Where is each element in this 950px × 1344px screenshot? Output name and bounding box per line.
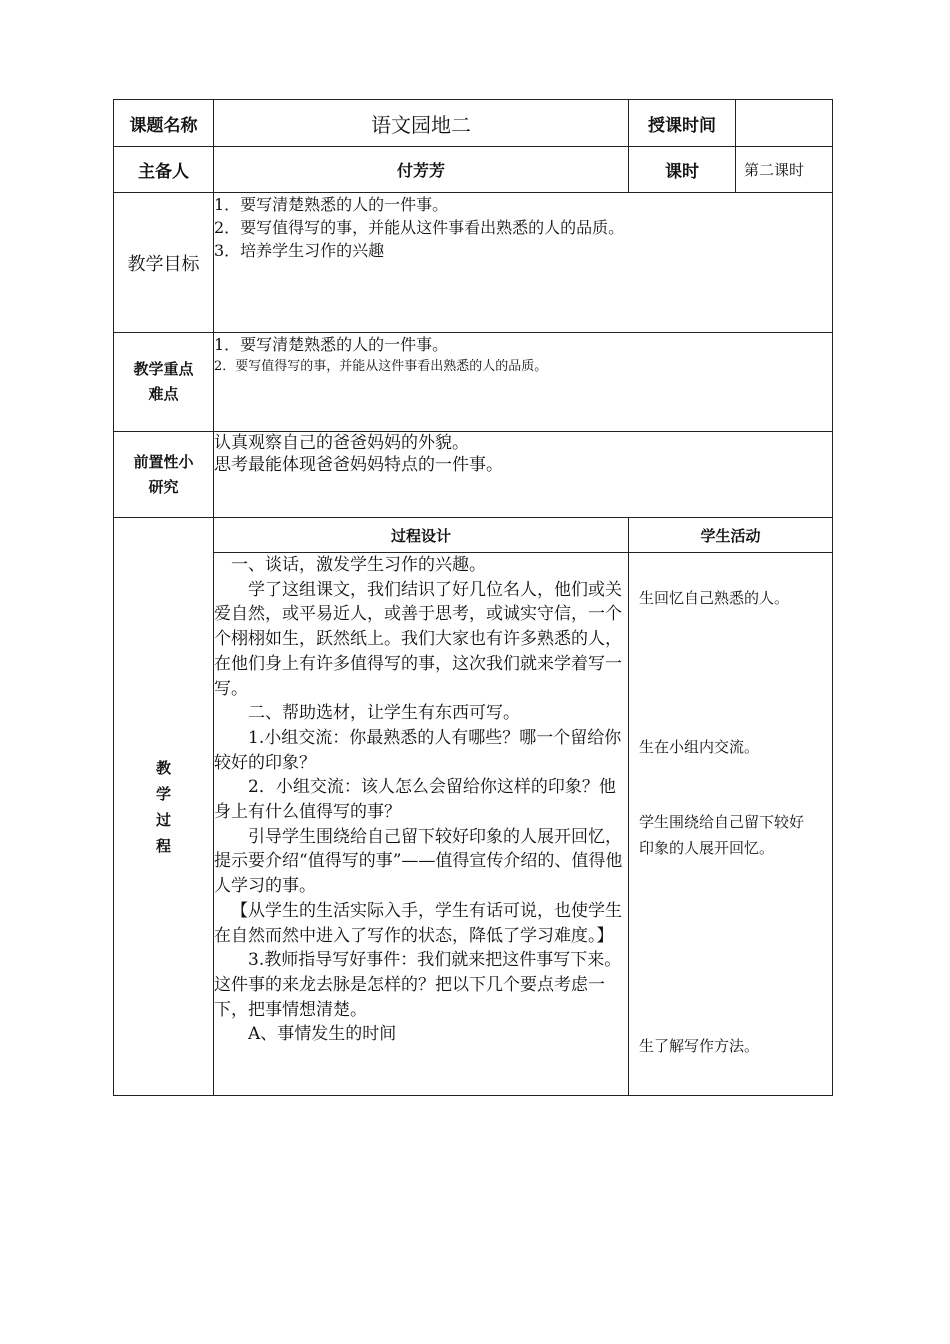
process-paragraph: 3.教师指导写好事件：我们就来把这件事写下来。这件事的来龙去脉是怎样的？把以下几个要点考虑一下，把事情想清楚。 [214, 950, 622, 1020]
period-value: 第二课时 [736, 147, 833, 193]
row-process-body [114, 553, 833, 1096]
activity-item: 生在小组内交流。 [639, 738, 760, 756]
process-paragraph: 1.小组交流：你最熟悉的人有哪些？哪一个留给你较好的印象？ [214, 727, 622, 773]
pre-study-line: 认真观察自己的爸爸妈妈的外貌。 [214, 433, 469, 453]
process-paragraph: 一、谈话，激发学生习作的兴趣。 [231, 555, 486, 575]
label-goals: 教学目标 [114, 193, 214, 333]
process-design-content [214, 553, 629, 1096]
row-goals [114, 193, 833, 333]
process-paragraph: 学了这组课文，我们结识了好几位名人，他们或关爱自然，或平易近人，或善于思考，或诚实守信，一个个栩栩如生，跃然纸上。我们大家也有许多熟悉的人，在他们身上有许多值得写的事，这次我们就来学着写一写。 [214, 579, 622, 699]
label-period: 课时 [629, 147, 736, 193]
label-preparer: 主备人 [114, 147, 214, 193]
row-topic [114, 100, 833, 147]
goal-line: 1．要写清楚熟悉的人的一件事。 [214, 195, 449, 214]
row-preparer [114, 147, 833, 193]
key-point-line: 2．要写值得写的事，并能从这件事看出熟悉的人的品质。 [214, 359, 548, 374]
row-key-points [114, 333, 833, 432]
row-process-header [114, 518, 833, 553]
label-class-time: 授课时间 [629, 100, 736, 147]
activity-item: 学生围绕给自己留下较好 [639, 813, 805, 831]
student-activity-content [629, 553, 833, 1096]
pre-study-line: 思考最能体现爸爸妈妈特点的一件事。 [214, 455, 503, 475]
label-topic: 课题名称 [114, 100, 214, 147]
process-paragraph: 【从学生的生活实际入手，学生有话可说，也使学生在自然而然中进入了写作的状态，降低了学习难度。】 [214, 900, 622, 946]
pre-study-content [214, 432, 833, 518]
process-paragraph: A、事情发生的时间 [248, 1024, 397, 1045]
label-key-points: 教学重点 难点 [114, 333, 214, 432]
process-paragraph: 引导学生围绕给自己留下较好印象的人展开回忆，提示要介绍“值得写的事”——值得宣传介绍的、值得他人学习的事。 [214, 826, 623, 897]
label-process: 教 学 过 程 [114, 518, 214, 1096]
activity-item: 生了解写作方法。 [639, 1037, 760, 1055]
goal-line: 2．要写值得写的事，并能从这件事看出熟悉的人的品质。 [214, 218, 625, 237]
key-point-line: 1．要写清楚熟悉的人的一件事。 [214, 335, 449, 354]
col-process-design: 过程设计 [214, 518, 629, 553]
preparer-value: 付芳芳 [214, 147, 629, 193]
class-time-value [736, 100, 833, 147]
col-student-activity: 学生活动 [629, 518, 833, 553]
topic-value: 语文园地二 [214, 100, 629, 147]
key-points-content [214, 333, 833, 432]
activity-item: 生回忆自己熟悉的人。 [639, 589, 790, 607]
row-pre-study [114, 432, 833, 518]
process-paragraph: 2．小组交流：该人怎么会留给你这样的印象？他身上有什么值得写的事？ [214, 777, 616, 823]
process-paragraph: 二、帮助选材，让学生有东西可写。 [248, 703, 520, 724]
label-pre-study: 前置性小 研究 [114, 432, 214, 518]
activity-item: 印象的人展开回忆。 [639, 839, 775, 857]
goal-line: 3．培养学生习作的兴趣 [214, 241, 385, 260]
lesson-plan-table [113, 99, 833, 1096]
goals-content [214, 193, 833, 333]
